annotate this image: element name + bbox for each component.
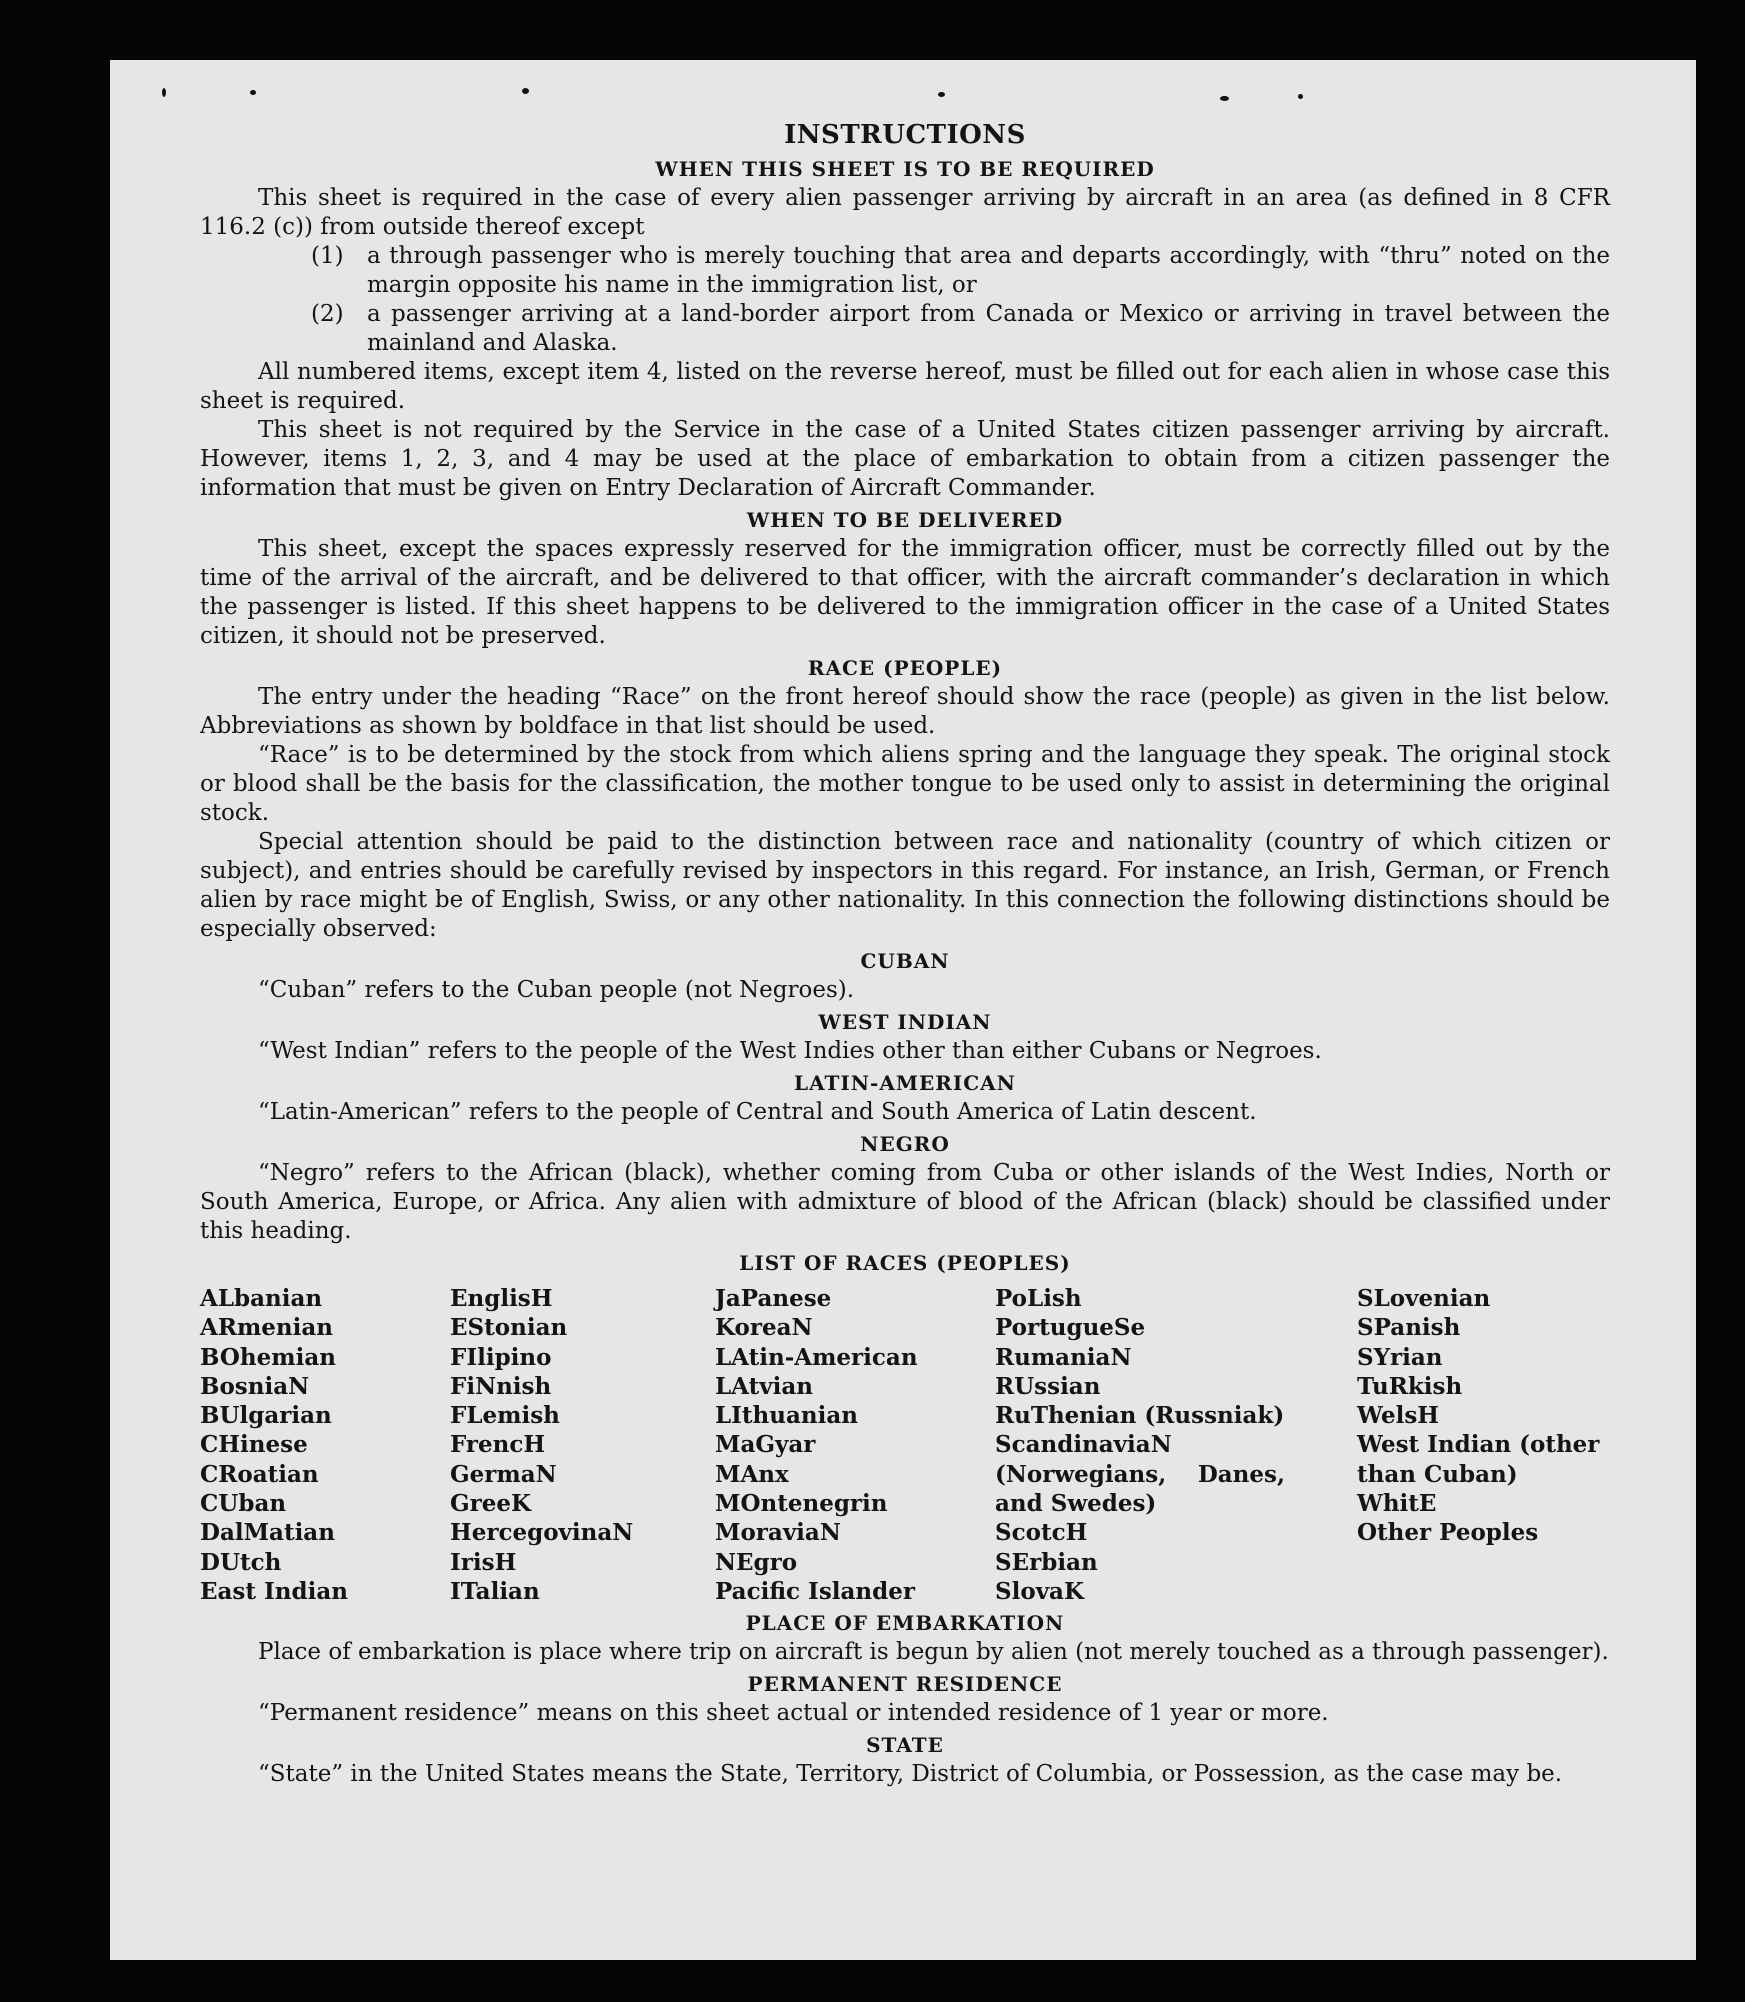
state-paragraph: “State” in the United States means the State, Territory, District of Columbia, or Possession, as the case may be. [258,1761,1563,1788]
heading-when-delivered: WHEN TO BE DELIVERED [746,508,1064,532]
heading-latin-american: LATIN-AMERICAN [794,1071,1016,1095]
west-indian-paragraph: “West Indian” refers to the people of the West Indies other than either Cubans or Negroes. [258,1038,1322,1064]
race-column-4 [995,1284,1357,1606]
race-entry: ScotcH [995,1519,1088,1547]
ink-speck [1298,94,1303,99]
page-title: INSTRUCTIONS [784,120,1026,150]
race-entry: BOhemian [200,1343,336,1371]
exception-item-2 [311,300,1610,358]
race-entry: WelsH [1357,1402,1440,1430]
race-entry: BosniaN [200,1372,310,1400]
race-list [200,1284,1610,1606]
when-required-paragraph: This sheet is required in the case of every alien passenger arriving by aircraft in an area (as defined in 8 CFR 116.2 (c)) from outside thereof except [200,185,1610,240]
race-entry: SlovaK [995,1577,1084,1605]
race-entry: CHinese [200,1431,308,1459]
race-entry: Pacific Islander [715,1577,915,1605]
heading-negro: NEGRO [860,1132,950,1156]
document-page [110,60,1696,1960]
ink-speck [162,88,166,97]
race-entry: KoreaN [715,1314,813,1342]
heading-when-required: WHEN THIS SHEET IS TO BE REQUIRED [655,157,1155,181]
race-entry: FLemish [450,1402,560,1430]
race-paragraph-2: “Race” is to be determined by the stock from which aliens spring and the language they speak. The original stock or blood shall be the basis for the classification, the mother tongue to be used only to assist in determining the original stock. [200,742,1610,826]
ink-speck [522,88,529,94]
race-entry: EStonian [450,1314,568,1342]
heading-west-indian: WEST INDIAN [818,1010,992,1034]
race-entry: MoraviaN [715,1519,841,1547]
race-entry: LAtvian [715,1372,813,1400]
heading-place-of-embarkation: PLACE OF EMBARKATION [745,1611,1065,1636]
race-entry: RuThenian (Russniak) [995,1402,1285,1430]
cuban-paragraph: “Cuban” refers to the Cuban people (not Negroes). [258,977,855,1003]
race-entry: WhitE [1357,1490,1437,1518]
numbered-items-paragraph: All numbered items, except item 4, listed on the reverse hereof, must be filled out for each alien in whose case this sheet is required. [200,359,1610,414]
race-entry: ITalian [450,1577,540,1605]
item-text: a passenger arriving at a land-border airport from Canada or Mexico or arriving in travel between the mainland and Alaska. [367,301,1610,356]
race-entry: SPanish [1357,1314,1461,1342]
race-entry: MAnx [715,1460,789,1488]
race-entry: HercegovinaN [450,1519,634,1547]
ink-speck [1220,96,1229,101]
race-entry: ARmenian [200,1314,334,1342]
race-entry: MaGyar [715,1431,816,1459]
race-entry: LIthuanian [715,1402,858,1430]
race-entry: RUssian [995,1372,1101,1400]
race-entry: BUlgarian [200,1402,332,1430]
item-number: (1) [311,243,344,269]
race-column-3 [715,1284,995,1606]
race-entry: EnglisH [450,1285,553,1312]
negro-paragraph: “Negro” refers to the African (black), whether coming from Cuba or other islands of the West Indies, North or South America, Europe, or Africa. Any alien with admixture of blood of the African (black) should be classified under this heading. [200,1160,1610,1244]
race-paragraph-1: The entry under the heading “Race” on the front hereof should show the race (people) as given in the list below. Abbreviations as shown by boldface in that list should be used. [200,684,1610,739]
race-entry: PoLish [995,1285,1082,1312]
race-column-2 [450,1284,715,1606]
race-column-1 [200,1284,450,1606]
race-entry: DUtch [200,1548,282,1576]
race-entry: RumaniaN [995,1343,1132,1371]
race-paragraph-3: Special attention should be paid to the distinction between race and nationality (country of which citizen or subject), and entries should be carefully revised by inspectors in this regard. For instance, an Irish, German, or French alien by race might be of English, Swiss, or any other nationality. In this connection the following distinctions should be especially observed: [200,829,1610,942]
race-column-5 [1357,1284,1610,1606]
exception-item-1 [311,242,1610,300]
race-entry: SErbian [995,1548,1098,1576]
race-entry: MOntenegrin [715,1490,888,1518]
race-entry: Other Peoples [1357,1519,1539,1547]
race-entry: FIlipino [450,1343,552,1371]
race-entry: CUban [200,1490,287,1518]
ink-speck [938,92,945,97]
latin-american-paragraph: “Latin-American” refers to the people of Central and South America of Latin descent. [258,1099,1257,1125]
race-entry: NEgro [715,1548,798,1576]
item-number: (2) [311,301,344,327]
race-entry: FiNnish [450,1372,552,1400]
race-entry: ALbanian [200,1285,323,1312]
race-entry: East Indian [200,1577,348,1605]
race-entry: SYrian [1357,1343,1443,1371]
race-entry: LAtin-American [715,1343,918,1371]
heading-cuban: CUBAN [860,949,950,973]
race-entry: DalMatian [200,1519,335,1547]
race-entry: ScandinaviaN (Norwegians, Danes, and Swedes) [995,1431,1285,1518]
citizen-paragraph: This sheet is not required by the Service in the case of a United States citizen passenger arriving by aircraft. However, items 1, 2, 3, and 4 may be used at the place of embarkation to obtain from a citizen passenger the information that must be given on Entry Declaration of Aircraft Commander. [200,417,1610,501]
ink-speck [250,90,256,95]
when-delivered-paragraph: This sheet, except the spaces expressly reserved for the immigration officer, must be correctly filled out by the time of the arrival of the aircraft, and be delivered to that officer, with the aircraft commander’s declaration in which the passenger is listed. If this sheet happens to be delivered to the immigration officer in the case of a United States citizen, it should not be preserved. [200,536,1610,649]
heading-state: STATE [866,1733,944,1758]
place-of-embarkation-paragraph: Place of embarkation is place where trip on aircraft is begun by alien (not merely touched as a through passenger). [258,1639,1609,1666]
instructions-content [200,118,1610,1789]
item-text: a through passenger who is merely touching that area and departs accordingly, with “thru” noted on the margin opposite his name in the immigration list, or [367,243,1610,298]
permanent-residence-paragraph: “Permanent residence” means on this sheet actual or intended residence of 1 year or more. [258,1700,1329,1727]
race-entry: PortugueSe [995,1314,1146,1342]
heading-list-of-races: LIST OF RACES (PEOPLES) [739,1251,1071,1275]
race-entry: FrencH [450,1431,546,1459]
race-entry: GreeK [450,1490,532,1518]
heading-permanent-residence: PERMANENT RESIDENCE [747,1672,1063,1697]
race-entry: GermaN [450,1460,557,1488]
race-entry: SLovenian [1357,1285,1491,1312]
race-entry: IrisH [450,1548,517,1576]
race-entry: CRoatian [200,1460,319,1488]
race-entry: TuRkish [1357,1372,1463,1400]
race-entry: JaPanese [715,1285,832,1312]
heading-race: RACE (PEOPLE) [807,656,1003,680]
race-entry: West Indian (other than Cuban) [1357,1431,1600,1488]
